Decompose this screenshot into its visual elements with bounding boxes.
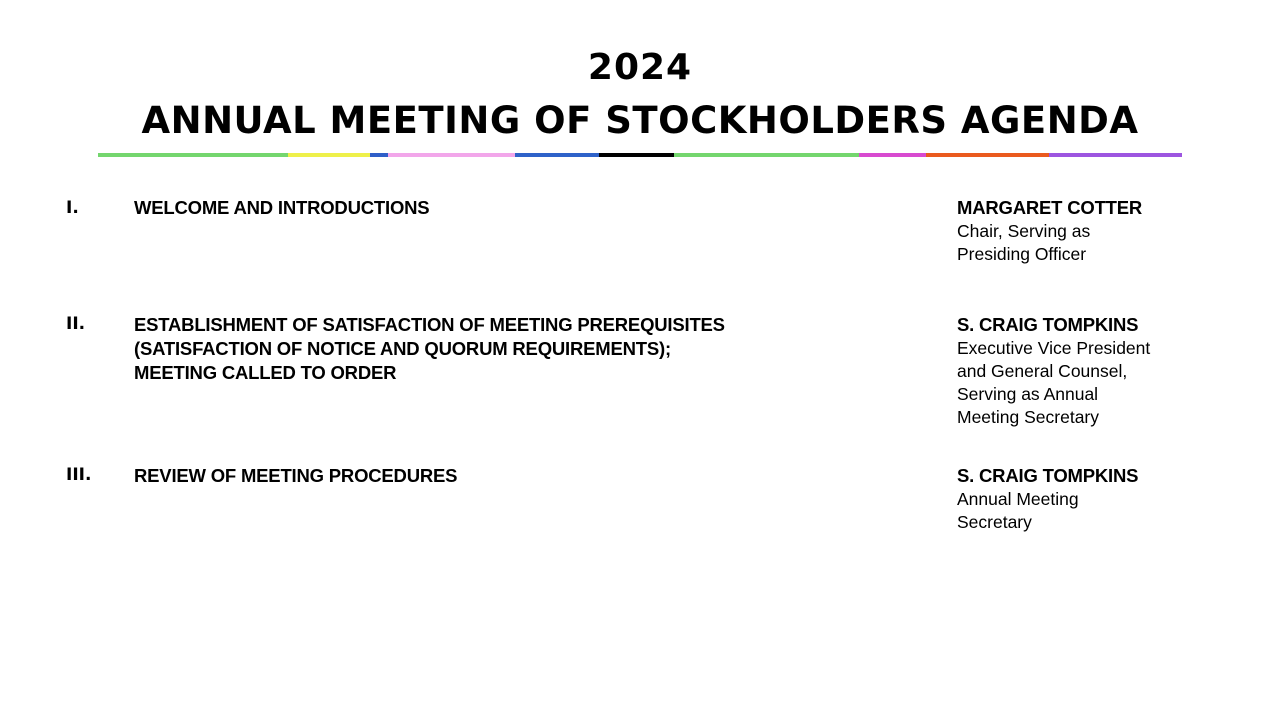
agenda-item-title	[134, 196, 834, 220]
title-divider	[98, 153, 1182, 157]
presenter-role-line: Chair, Serving as	[957, 221, 1091, 241]
divider-segment	[599, 153, 674, 157]
presenter-role-line: and General Counsel,	[957, 361, 1128, 381]
divider-segment	[515, 153, 599, 157]
presenter-role	[957, 488, 1197, 534]
divider-segment	[98, 153, 288, 157]
agenda-item-presenter	[957, 196, 1197, 266]
presenter-role	[957, 220, 1197, 266]
agenda-item-title-line: (SATISFACTION OF NOTICE AND QUORUM REQUIREMENTS);	[134, 338, 671, 359]
page-title: ANNUAL MEETING OF STOCKHOLDERS AGENDA	[141, 99, 1139, 142]
presenter-role	[957, 337, 1197, 429]
agenda-item-title	[134, 464, 834, 488]
presenter-role-line: Secretary	[957, 512, 1032, 532]
agenda-item-title	[134, 313, 834, 385]
agenda-item-title-line: REVIEW OF MEETING PROCEDURES	[134, 465, 458, 486]
divider-segment	[288, 153, 370, 157]
presenter-name: MARGARET COTTER	[957, 197, 1143, 218]
divider-segment	[674, 153, 859, 157]
agenda-item-presenter	[957, 464, 1197, 534]
agenda-item-number: III.	[66, 465, 92, 485]
agenda-item-presenter	[957, 313, 1197, 429]
presenter-role-line: Serving as Annual	[957, 384, 1099, 404]
divider-segment	[370, 153, 388, 157]
page-title-year: 2024	[587, 47, 693, 88]
agenda-item-number: II.	[66, 314, 86, 334]
agenda-item-number: I.	[66, 198, 79, 218]
divider-segment	[388, 153, 515, 157]
presenter-role-line: Annual Meeting	[957, 489, 1079, 509]
agenda-item-title-line: ESTABLISHMENT OF SATISFACTION OF MEETING PREREQUISITES	[134, 314, 725, 335]
divider-segment	[1049, 153, 1182, 157]
presenter-role-line: Meeting Secretary	[957, 407, 1100, 427]
divider-segment	[926, 153, 1049, 157]
presenter-name: S. CRAIG TOMPKINS	[957, 465, 1139, 486]
agenda-item-title-line: MEETING CALLED TO ORDER	[134, 362, 397, 383]
divider-segment	[859, 153, 926, 157]
presenter-name: S. CRAIG TOMPKINS	[957, 314, 1139, 335]
presenter-role-line: Executive Vice President	[957, 338, 1151, 358]
presenter-role-line: Presiding Officer	[957, 244, 1087, 264]
agenda-item-title-line: WELCOME AND INTRODUCTIONS	[134, 197, 430, 218]
